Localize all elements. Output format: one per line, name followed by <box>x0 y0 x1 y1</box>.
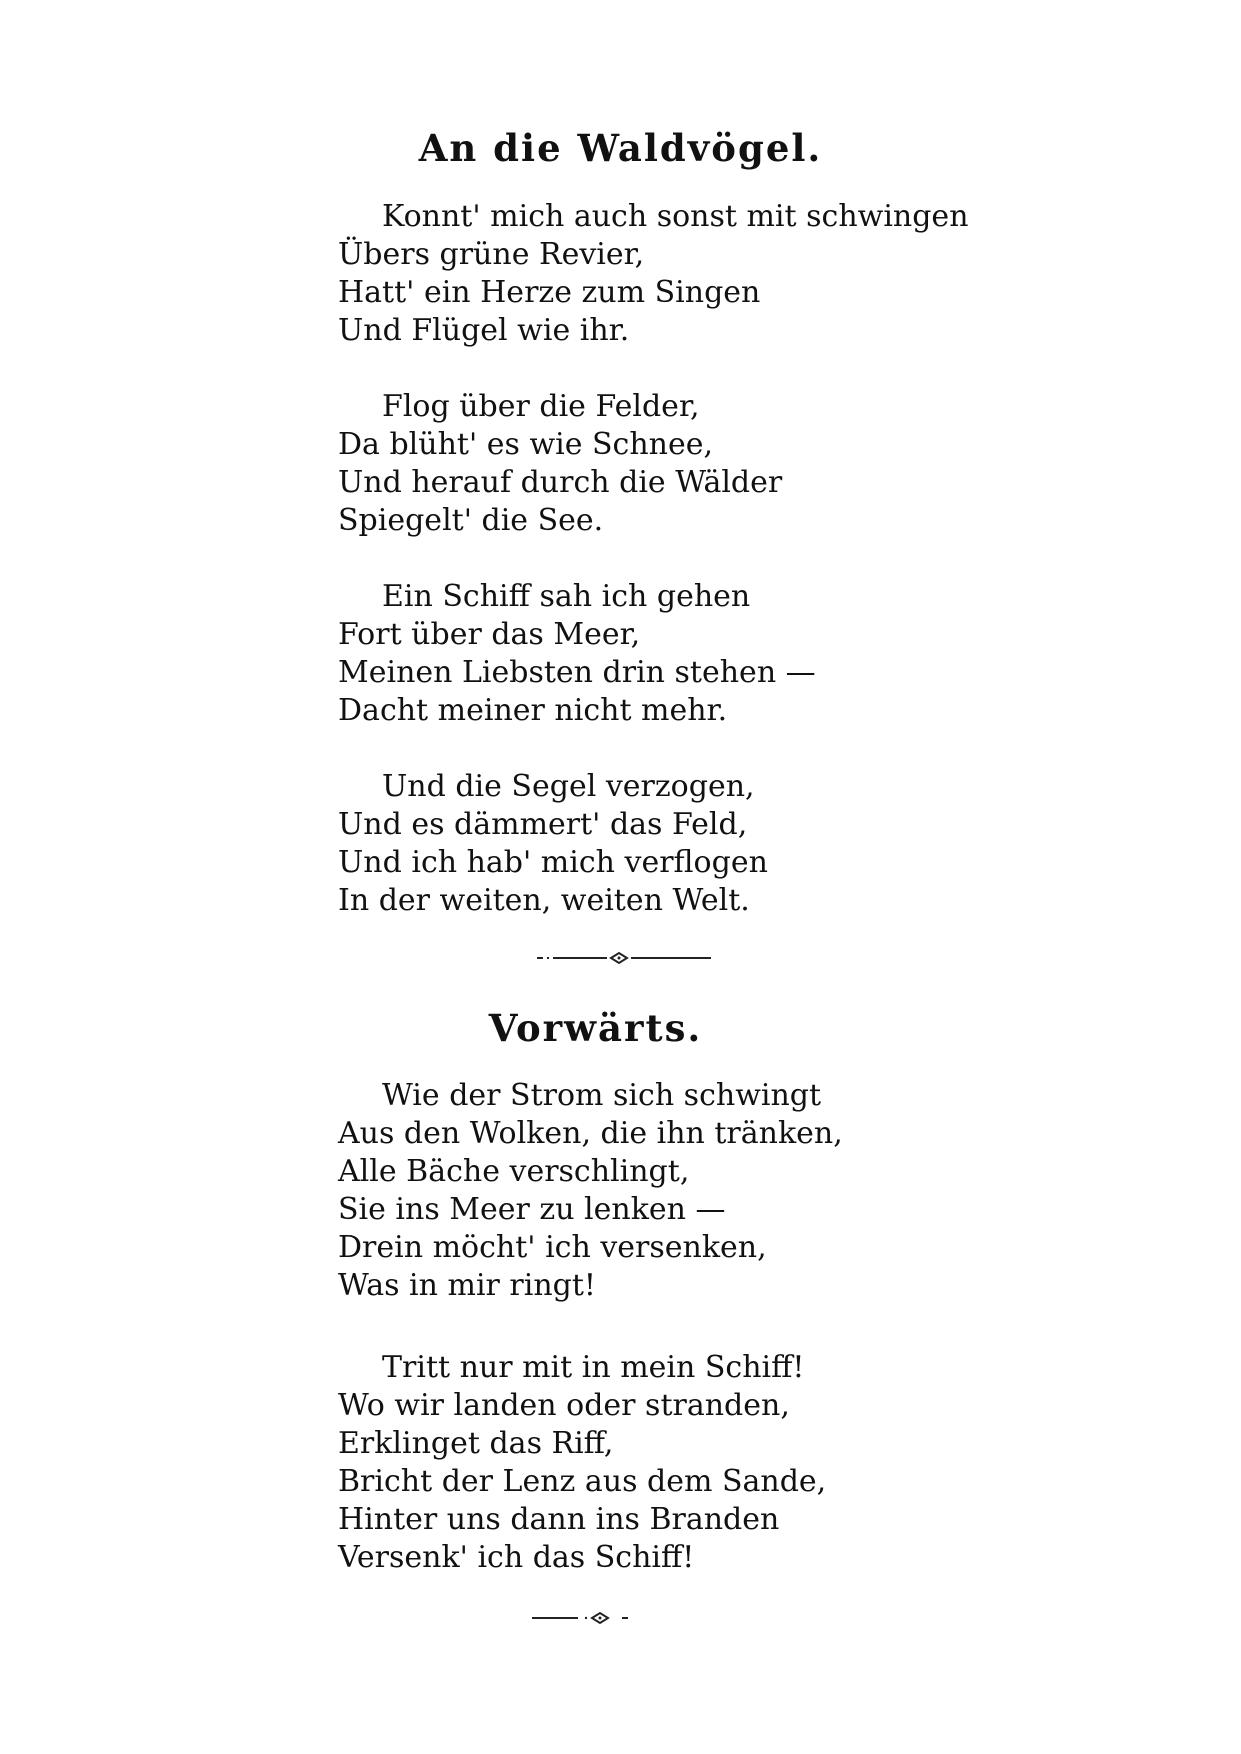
poem-body <box>338 1077 1218 1577</box>
stanza <box>338 1077 1218 1305</box>
verse-line: Und die Segel verzogen, <box>382 769 755 804</box>
verse-line: Bricht der Lenz aus dem Sande, <box>338 1464 827 1499</box>
verse-line: Und herauf durch die Wälder <box>338 465 783 500</box>
stanza <box>338 198 1218 350</box>
verse-line: Hatt' ein Herze zum Singen <box>338 275 761 310</box>
verse-line: Alle Bäche verschlingt, <box>338 1154 690 1189</box>
verse-line: Und ich hab' mich verflogen <box>338 845 768 880</box>
verse-line: Erklinget das Riff, <box>338 1426 614 1461</box>
stanza <box>338 388 1218 540</box>
verse-line: Ein Schiff sah ich gehen <box>382 579 751 614</box>
verse-line: Konnt' mich auch sonst mit schwingen <box>382 199 969 234</box>
verse-line: Hinter uns dann ins Branden <box>338 1502 780 1537</box>
verse-line: In der weiten, weiten Welt. <box>338 883 750 918</box>
poem-title: An die Waldvögel. <box>418 126 823 170</box>
verse-line: Fort über das Meer, <box>338 617 641 652</box>
stanza <box>338 1349 1218 1577</box>
verse-line: Und Flügel wie ihr. <box>338 313 630 348</box>
verse-line: Übers grüne Revier, <box>338 237 645 272</box>
end-ornament <box>530 1608 670 1628</box>
verse-line: Was in mir ringt! <box>338 1268 596 1303</box>
verse-line: Da blüht' es wie Schnee, <box>338 427 714 462</box>
poem-body <box>338 198 1218 920</box>
poem-title: Vorwärts. <box>488 1006 703 1050</box>
verse-line: Und es dämmert' das Feld, <box>338 807 748 842</box>
section-divider-ornament <box>535 948 715 968</box>
verse-line: Sie ins Meer zu lenken — <box>338 1192 726 1227</box>
verse-line: Dacht meiner nicht mehr. <box>338 693 728 728</box>
verse-line: Drein möcht' ich versenken, <box>338 1230 767 1265</box>
verse-line: Tritt nur mit in mein Schiff! <box>382 1350 805 1385</box>
verse-line: Spiegelt' die See. <box>338 503 604 538</box>
stanza <box>338 768 1218 920</box>
verse-line: Versenk' ich das Schiff! <box>338 1540 695 1575</box>
verse-line: Flog über die Felder, <box>382 389 700 424</box>
verse-line: Wie der Strom sich schwingt <box>382 1078 822 1113</box>
stanza <box>338 578 1218 730</box>
verse-line: Wo wir landen oder stranden, <box>338 1388 790 1423</box>
verse-line: Meinen Liebsten drin stehen — <box>338 655 816 690</box>
verse-line: Aus den Wolken, die ihn tränken, <box>338 1116 843 1151</box>
